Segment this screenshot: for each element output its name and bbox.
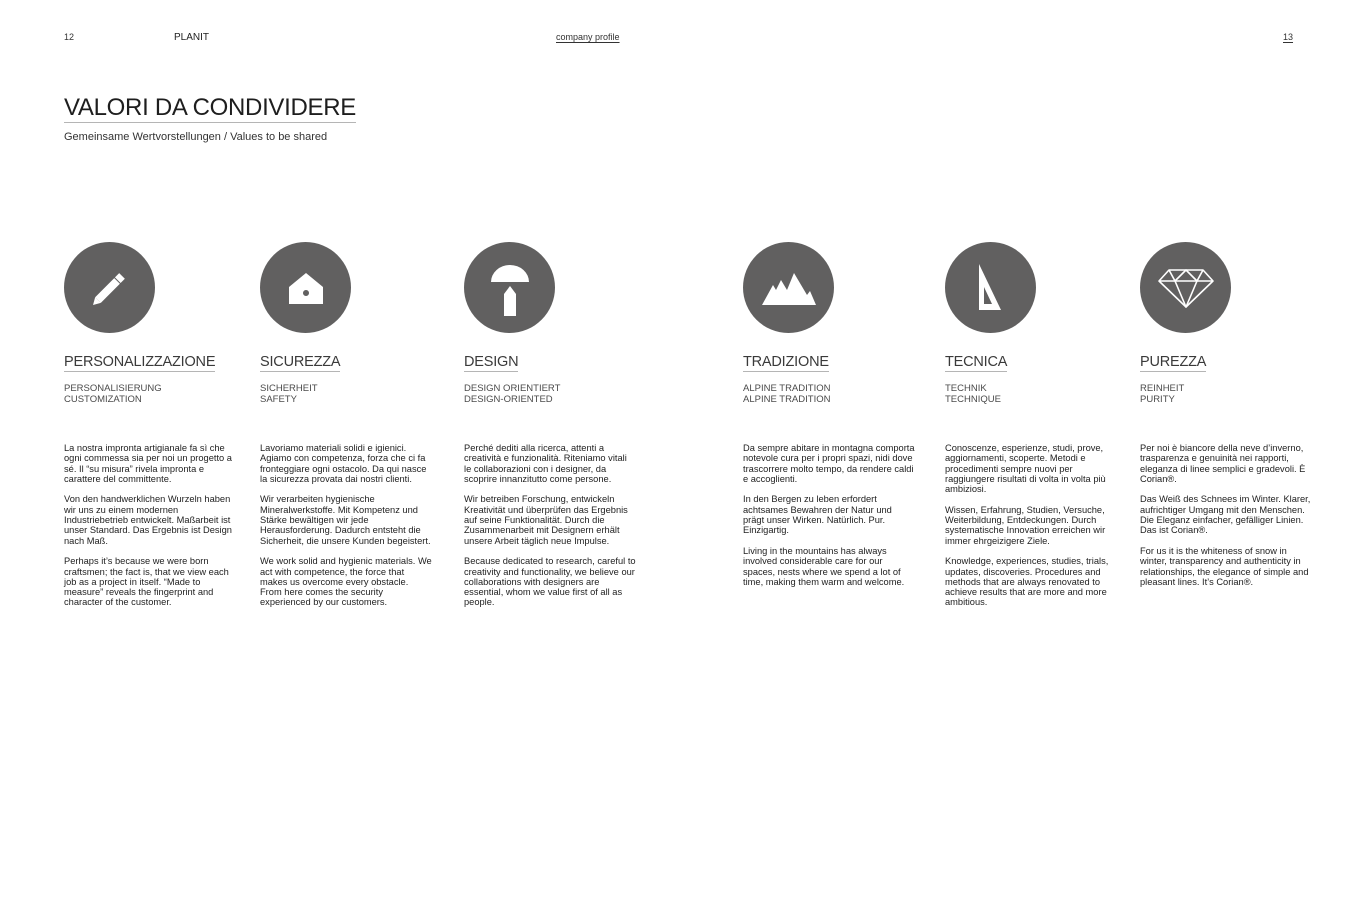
value-subtitle-de: TECHNIK <box>945 383 987 394</box>
value-description <box>464 443 636 618</box>
value-title: SICUREZZA <box>260 354 341 370</box>
value-description <box>64 443 236 618</box>
set-square-icon <box>971 262 1011 314</box>
paragraph-english: Perhaps it’s because we were born craftsmen; the fact is, that we view each job as a project in itself. “Made to measure” reveals the fingerprint and character of the customer. <box>64 556 229 608</box>
page-subtitle: Gemeinsame Wertvorstellungen / Values to be shared <box>64 131 328 143</box>
paragraph-italian: Da sempre abitare in montagna comporta notevole cura per i propri spazi, nidi dove trascorrere molto tempo, da rendere caldi e accoglienti. <box>743 443 915 484</box>
paragraph-german: Das Weiß des Schnees im Winter. Klarer, aufrichtiger Umgang mit den Menschen. Die Eleganz einfacher, gefälliger Linien. Das ist Corian®. <box>1140 494 1311 536</box>
value-subtitle-de: SICHERHEIT <box>260 383 318 394</box>
value-title: TECNICA <box>945 354 1008 370</box>
icon-circle <box>260 242 351 333</box>
value-description <box>260 443 432 618</box>
value-column-personalizzazione <box>64 242 236 608</box>
value-subtitle <box>64 384 162 405</box>
value-subtitle <box>1140 384 1184 405</box>
value-subtitle-en: ALPINE TRADITION <box>743 393 831 405</box>
value-description <box>945 443 1117 618</box>
brand-name: PLANIT <box>174 32 210 43</box>
icon-circle <box>945 242 1036 333</box>
value-subtitle <box>464 384 560 405</box>
section-label: company profile <box>556 32 620 42</box>
paragraph-german: Von den handwerklichen Wurzeln haben wir uns zu einem modernen Industriebetrieb entwickelt. Maßarbeit ist unser Standard. Das Ergebnis ist Design nach Maß. <box>64 494 232 546</box>
value-description <box>743 443 915 597</box>
value-column-sicurezza <box>260 242 432 608</box>
paragraph-german: Wir verarbeiten hygienische Mineralwerkstoffe. Mit Kompetenz und Stärke bewältigen wir jede Herausforderung. Dadurch entsteht die Sicherheit, die unsere Kunden begeistert. <box>260 494 431 546</box>
value-title: PERSONALIZZAZIONE <box>64 354 216 370</box>
paragraph-italian: Lavoriamo materiali solidi e igienici. Agiamo con competenza, forza che ci fa fronteggiare ogni ostacolo. Da qui nasce la sicurezza provata dai nostri clienti. <box>260 443 427 484</box>
value-subtitle-de: DESIGN ORIENTIERT <box>464 383 561 394</box>
diamond-icon <box>1156 266 1216 310</box>
icon-circle <box>464 242 555 333</box>
house-icon <box>281 263 331 313</box>
page-number-right: 13 <box>1283 32 1294 42</box>
value-subtitle <box>260 384 318 405</box>
value-column-tecnica <box>945 242 1117 608</box>
paragraph-italian: Perché dediti alla ricerca, attenti a creatività e funzionalità. Riteniamo vitali le collaborazioni con i designer, da scoprire innanzitutto come persone. <box>464 443 627 484</box>
pencil-icon <box>85 263 135 313</box>
icon-circle <box>64 242 155 333</box>
mountains-icon <box>760 268 818 308</box>
paragraph-german: Wir betreiben Forschung, entwickeln Kreativität und überprüfen das Ergebnis auf seine Funktionalität. Durch die Zusammenarbeit mit Designern erhält unsere Arbeit täglich neue Impulse. <box>464 494 628 546</box>
value-subtitle <box>945 384 1001 405</box>
icon-circle <box>1140 242 1231 333</box>
paragraph-english: We work solid and hygienic materials. We act with competence, the force that makes us overcome every obstacle. From here comes the security experienced by our customers. <box>260 556 432 608</box>
value-subtitle-de: PERSONALISIERUNG <box>64 383 162 394</box>
value-subtitle-en: TECHNIQUE <box>945 393 1001 405</box>
paragraph-italian: La nostra impronta artigianale fa sì che ogni commessa sia per noi un progetto a sé. Il “su misura” rivela impronta e carattere del committente. <box>64 443 232 484</box>
value-title: PUREZZA <box>1140 354 1207 370</box>
value-subtitle-en: PURITY <box>1140 393 1175 405</box>
value-subtitle-en: SAFETY <box>260 393 297 405</box>
value-subtitle-en: DESIGN-ORIENTED <box>464 393 553 405</box>
paragraph-english: Living in the mountains has always involved considerable care for our spaces, nests where we spend a lot of time, making them warm and welcome. <box>743 545 905 587</box>
value-subtitle-en: CUSTOMIZATION <box>64 393 142 405</box>
paragraph-english: For us it is the whiteness of snow in winter, transparency and authenticity in relationships, the elegance of simple and pleasant lines. It’s Corian®. <box>1140 545 1309 587</box>
paragraph-italian: Per noi è biancore della neve d’inverno, trasparenza e genuinità nei rapporti, eleganza di linee semplici e gradevoli. È Corian®. <box>1140 443 1306 484</box>
lamp-icon <box>482 258 538 318</box>
icon-circle <box>743 242 834 333</box>
value-title: TRADIZIONE <box>743 354 829 370</box>
page-title: VALORI DA CONDIVIDERE <box>64 94 356 121</box>
value-column-purezza <box>1140 242 1312 587</box>
paragraph-italian: Conoscenze, esperienze, studi, prove, aggiornamenti, scoperte. Metodi e procedimenti sempre nuovi per raggiungere risultati di volta in volta più ambiziosi. <box>945 443 1106 495</box>
value-subtitle-de: REINHEIT <box>1140 383 1185 394</box>
paragraph-english: Because dedicated to research, careful to creativity and functionality, we believe our collaborations with designers are essential, whom we value first of all as people. <box>464 556 636 608</box>
value-subtitle <box>743 384 830 405</box>
paragraph-english: Knowledge, experiences, studies, trials, updates, discoveries. Procedures and methods that are always renovated to achieve results that are more and more ambitious. <box>945 556 1109 608</box>
value-title: DESIGN <box>464 354 519 370</box>
value-column-design <box>464 242 636 608</box>
value-column-tradizione <box>743 242 915 587</box>
paragraph-german: Wissen, Erfahrung, Studien, Versuche, Weiterbildung, Entdeckungen. Durch systematische Innovation erreichen wir immer ehrgeizigere Ziele. <box>945 504 1106 546</box>
page-number-left: 12 <box>64 32 75 42</box>
value-description <box>1140 443 1312 597</box>
value-subtitle-de: ALPINE TRADITION <box>743 383 831 394</box>
paragraph-german: In den Bergen zu leben erfordert achtsames Bewahren der Natur und prägt unser Wirken. Natürlich. Pur. Einzigartig. <box>743 494 892 536</box>
